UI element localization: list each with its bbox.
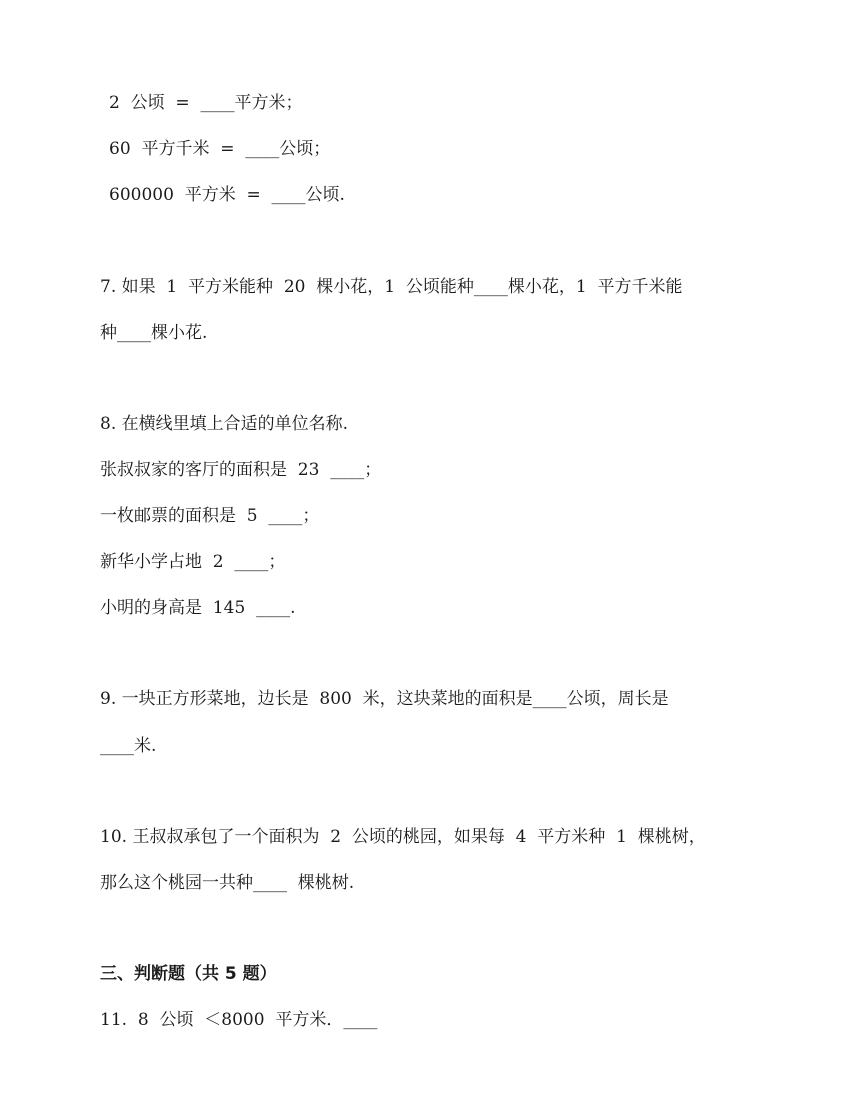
q8-item-4: 小明的身高是 145 ____. bbox=[100, 598, 296, 618]
q6-line-2: 60 平方千米 = ____公顷； bbox=[109, 139, 331, 159]
q7-line-1: 7. 如果 1 平方米能种 20 棵小花，1 公顷能种____棵小花，1 平方千米能 bbox=[100, 277, 683, 297]
q10-line-2: 那么这个桃园一共种____ 棵桃树. bbox=[100, 873, 355, 893]
q10-line-1: 10. 王叔叔承包了一个面积为 2 公顷的桃园，如果每 4 平方米种 1 棵桃树， bbox=[100, 827, 706, 847]
q8-item-2: 一枚邮票的面积是 5 ____； bbox=[100, 506, 320, 526]
q8-item-3: 新华小学占地 2 ____； bbox=[100, 552, 286, 572]
q6-line-3: 600000 平方米 = ____公顷. bbox=[109, 185, 345, 205]
q8-item-1: 张叔叔家的客厅的面积是 23 ____； bbox=[100, 460, 382, 480]
q9-line-1: 9. 一块正方形菜地，边长是 800 米，这块菜地的面积是____公顷，周长是 bbox=[100, 689, 669, 709]
q7-line-2: 种____棵小花. bbox=[100, 323, 208, 343]
q9-line-2: ____米. bbox=[100, 736, 157, 756]
section-3-heading: 三、判断题（共 5 题） bbox=[100, 964, 277, 984]
q8-intro: 8. 在横线里填上合适的单位名称. bbox=[100, 414, 349, 434]
q6-line-1: 2 公顷 = ____平方米； bbox=[109, 93, 303, 113]
q11-line: 11. 8 公顷 ＜8000 平方米．____ bbox=[100, 1010, 378, 1030]
